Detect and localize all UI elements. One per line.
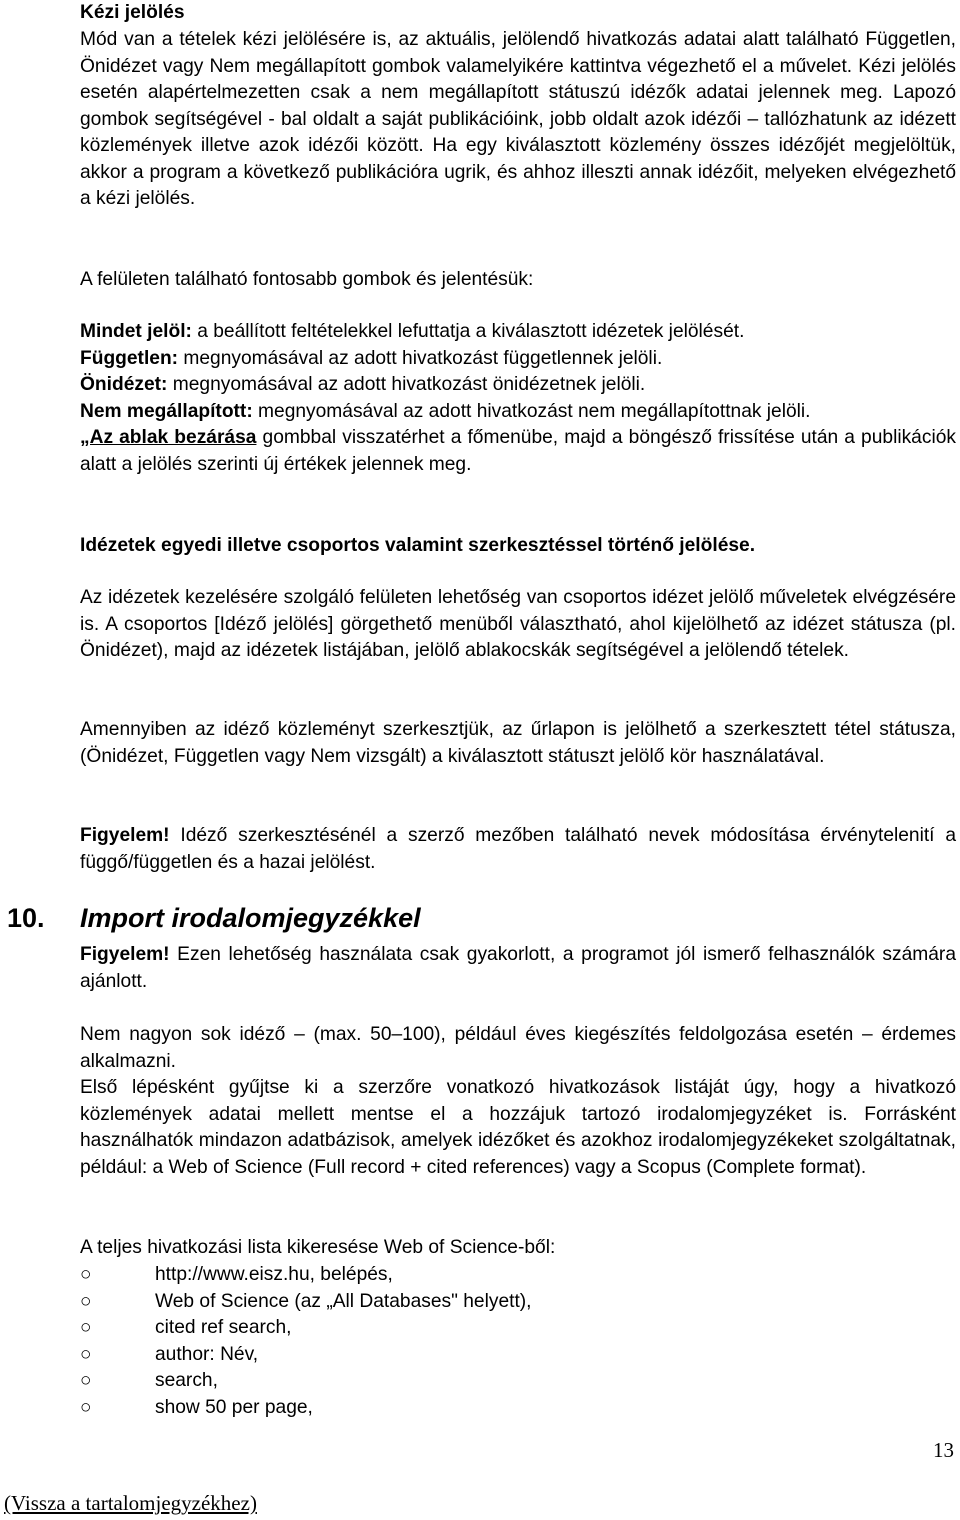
page-number: 13: [933, 1438, 954, 1462]
import-usage-paragraph: Nem nagyon sok idéző – (max. 50–100), például éves kiegészítés feldolgozása esetén – érdemes alkalmazni.: [80, 1024, 956, 1072]
list-item: ○ author: Név,: [80, 1342, 956, 1369]
list-item: ○ cited ref search,: [80, 1315, 956, 1342]
button-desc-fuggetlen: [80, 346, 956, 373]
list-item: ○ http://www.eisz.hu, belépés,: [80, 1262, 956, 1289]
section-number: 10.: [7, 903, 45, 933]
button-text-bezaras: gombbal visszatérhet a főmenübe, majd a böngésző frissítése után a publikációk alatt a jelölés szerinti új értékek jelennek meg.: [80, 427, 956, 475]
wos-steps-list: [80, 1262, 956, 1421]
section-title-kezi-jeloles: Kézi jelölés: [80, 2, 185, 23]
button-label-fuggetlen: Független:: [80, 347, 179, 369]
button-label-mindet: Mindet jelöl:: [80, 321, 192, 342]
buttons-list: [80, 319, 956, 478]
button-desc-mindet: [80, 319, 956, 346]
back-to-toc-link[interactable]: (Vissza a tartalomjegyzékhez): [4, 1491, 257, 1515]
wos-list-intro: A teljes hivatkozási lista kikeresése Web of Science-ből:: [80, 1237, 556, 1258]
import-warning-paragraph: [80, 942, 956, 995]
import-warning-text: Ezen lehetőség használata csak gyakorlott, a programot jól ismerő felhasználók számára ajánlott.: [80, 944, 956, 992]
warning-text: Idéző szerkesztésénél a szerző mezőben található nevek módosítása érvénytelenití a függő/független és a hazai jelölést.: [80, 825, 956, 873]
button-label-nem-megallapitott: Nem megállapított:: [80, 400, 253, 422]
warning-label: Figyelem!: [80, 825, 170, 846]
section-heading-import: [7, 898, 421, 938]
button-text-nem-megallapitott: megnyomásával az adott hivatkozást nem megállapítottnak jelöli.: [252, 400, 811, 422]
list-item: ○ search,: [80, 1368, 956, 1395]
kezi-intro-paragraph: Mód van a tételek kézi jelölésére is, az aktuális, jelölendő hivatkozás adatai alatt található Független, Önidézet vagy Nem megállapított gombok valamelyikére kattintva végezhető el a művelet. Kézi jelölés esetén alapértelmezetten csak a nem megállapított státuszú idézők adatai jelennek meg. Lapozó gombok segítségével - bal oldalt a saját publikációink, jobb oldalt azok idézői – tallózhatunk az idézett közlemények illetve azok idézői között. Ha egy kiválasztott közlemény összes idézőjét megjelöltük, akkor a program a következő publikációra ugrik, és ahhoz illeszti annak idézőit, melyeken elvégezhető a kézi jelölés.: [80, 29, 956, 209]
button-desc-bezaras: [80, 425, 956, 478]
section-title-import: Import irodalomjegyzékkel: [80, 903, 421, 933]
button-text-mindet: a beállított feltételekkel lefuttatja a kiválasztott idézetek jelölését.: [191, 321, 745, 342]
list-item: ○ Web of Science (az „All Databases" helyett),: [80, 1289, 956, 1316]
kezi-warning-paragraph: [80, 823, 956, 876]
button-desc-nem-megallapitott: [80, 399, 956, 426]
button-text-onidezet: megnyomásával az adott hivatkozást önidézetnek jelöli.: [167, 374, 646, 395]
button-label-bezaras: „Az ablak bezárása: [80, 427, 257, 448]
import-warning-label: Figyelem!: [80, 944, 170, 965]
button-desc-onidezet: [80, 372, 956, 399]
button-label-onidezet: Önidézet:: [80, 374, 168, 395]
group-marking-paragraph: Az idézetek kezelésére szolgáló felületen lehetőség van csoportos idézet jelölő műveletek elvégzésére is. A csoportos [Idéző jelölés] görgethető menüből választható, ahol kijelölhető az idézet státusza (pl. Önidézet), majd az idézetek listájában, jelölő ablakocskák segítségével a jelölendő tételek.: [80, 587, 956, 661]
button-text-fuggetlen: megnyomásával az adott hivatkozást függetlennek jelöli.: [178, 347, 663, 369]
list-item: ○ show 50 per page,: [80, 1395, 956, 1422]
import-steps-paragraph: Első lépésként gyűjtse ki a szerzőre vonatkozó hivatkozások listáját úgy, hogy a hivatkozó közlemények adatai mellett mentse el a hozzájuk tartozó irodalomjegyzéket is. Forrásként használhatók mindazon adatbázisok, amelyek idézőket és azokhoz irodalomjegyzékeket szolgáltatnak, például: a Web of Science (Full record + cited references) vagy a Scopus (Complete format).: [80, 1077, 956, 1178]
buttons-intro: A felületen található fontosabb gombok és jelentésük:: [80, 269, 534, 290]
edit-marking-paragraph: Amennyiben az idéző közleményt szerkesztjük, az űrlapon is jelölhető a szerkesztett tétel státusza, (Önidézet, Független vagy Nem vizsgált) a kiválasztott státuszt jelölő kör használatával.: [80, 719, 956, 767]
group-marking-title: Idézetek egyedi illetve csoportos valamint szerkesztéssel történő jelölése.: [80, 535, 756, 556]
